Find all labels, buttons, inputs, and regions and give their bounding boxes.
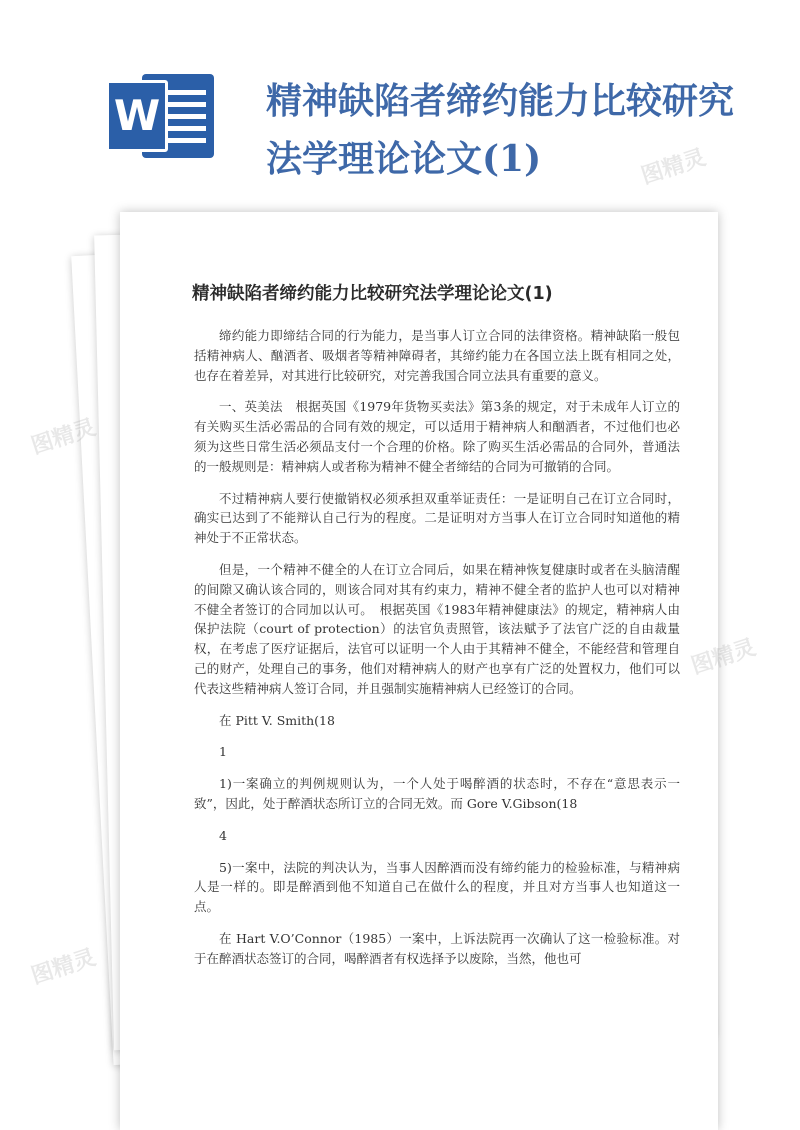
paragraph: 在 Pitt V. Smith(18 bbox=[219, 712, 335, 728]
document-title: 精神缺陷者缔约能力比较研究法学理论论文(1) bbox=[192, 284, 553, 304]
word-icon-letter: W bbox=[106, 80, 168, 152]
paragraph: 但是，一个精神不健全的人在订立合同后，如果在精神恢复健康时或者在头脑清醒的间隙又确认该合同的，则该合同对其有约束力，精神不健全者的监护人也可以对精神不健全者签订的合同加以认可。 根据英国《1983年精神健康法》的规定，精神病人由保护法院（court of protection）的法官负责照管，该法赋予了法官广泛的自由裁量权，在考虑了医疗证据后，法官可以证明一个人由于其精神不健全，不能经营和管理自己的财产，处理自己的事务，他们对精神病人的财产也享有广泛的处置权力，他们可以代表这些精神病人签订合同，并且强制实施精神病人已经签订的合同。 bbox=[194, 561, 680, 696]
paragraph: 1 bbox=[219, 744, 227, 760]
watermark: 图精灵 bbox=[688, 635, 759, 680]
paragraph: 5)一案中，法院的判决认为，当事人因醉酒而没有缔约能力的检验标准，与精神病人是一样的。即是醉酒到他不知道自己在做什么的程度，并且对方当事人也知道这一点。 bbox=[194, 859, 680, 915]
paragraph: 1)一案确立的判例规则认为，一个人处于喝醉酒的状态时，不存在“意思表示一致”，因此，处于醉酒状态所订立的合同无效。而 Gore V.Gibson(18 bbox=[194, 776, 680, 811]
header-title-line1: 精神缺陷者缔约能力比较研究 bbox=[266, 80, 735, 122]
paragraph: 一、英美法 根据英国《1979年货物买卖法》第3条的规定，对于未成年人订立的有关购买生活必需品的合同有效的规定，可以适用于精神病人和酗酒者，不过他们也必须为这些日常生活必须品支付一个合理的价格。除了购买生活必需品的合同外，普通法的一般规则是：精神病人或者称为精神不健全者缔结的合同为可撤销的合同。 bbox=[194, 399, 680, 474]
paragraph: 缔约能力即缔结合同的行为能力，是当事人订立合同的法律资格。精神缺陷一般包括精神病人、酗酒者、吸烟者等精神障碍者，其缔约能力在各国立法上既有相同之处，也存在着差异，对其进行比较研究，对完善我国合同立法具有重要的意义。 bbox=[194, 328, 680, 383]
paragraph: 在 Hart V.O’Connor（1985）一案中，上诉法院再一次确认了这一检验标准。对于在醉酒状态签订的合同，喝醉酒者有权选择予以废除，当然，他也可 bbox=[194, 930, 680, 966]
document-page bbox=[120, 212, 718, 1130]
paragraph: 4 bbox=[219, 827, 227, 843]
header-title-line2: 法学理论论文(1) bbox=[266, 138, 542, 180]
paragraph: 不过精神病人要行使撤销权必须承担双重举证责任：一是证明自己在订立合同时，确实已达到了不能辩认自己行为的程度。二是证明对方当事人在订立合同时知道他的精神处于不正常状态。 bbox=[194, 490, 680, 546]
document-body bbox=[194, 326, 680, 981]
watermark: 图精灵 bbox=[28, 415, 99, 460]
watermark: 图精灵 bbox=[638, 145, 709, 190]
page-header-title bbox=[266, 72, 736, 188]
word-document-icon bbox=[106, 74, 214, 158]
watermark: 图精灵 bbox=[28, 945, 99, 990]
